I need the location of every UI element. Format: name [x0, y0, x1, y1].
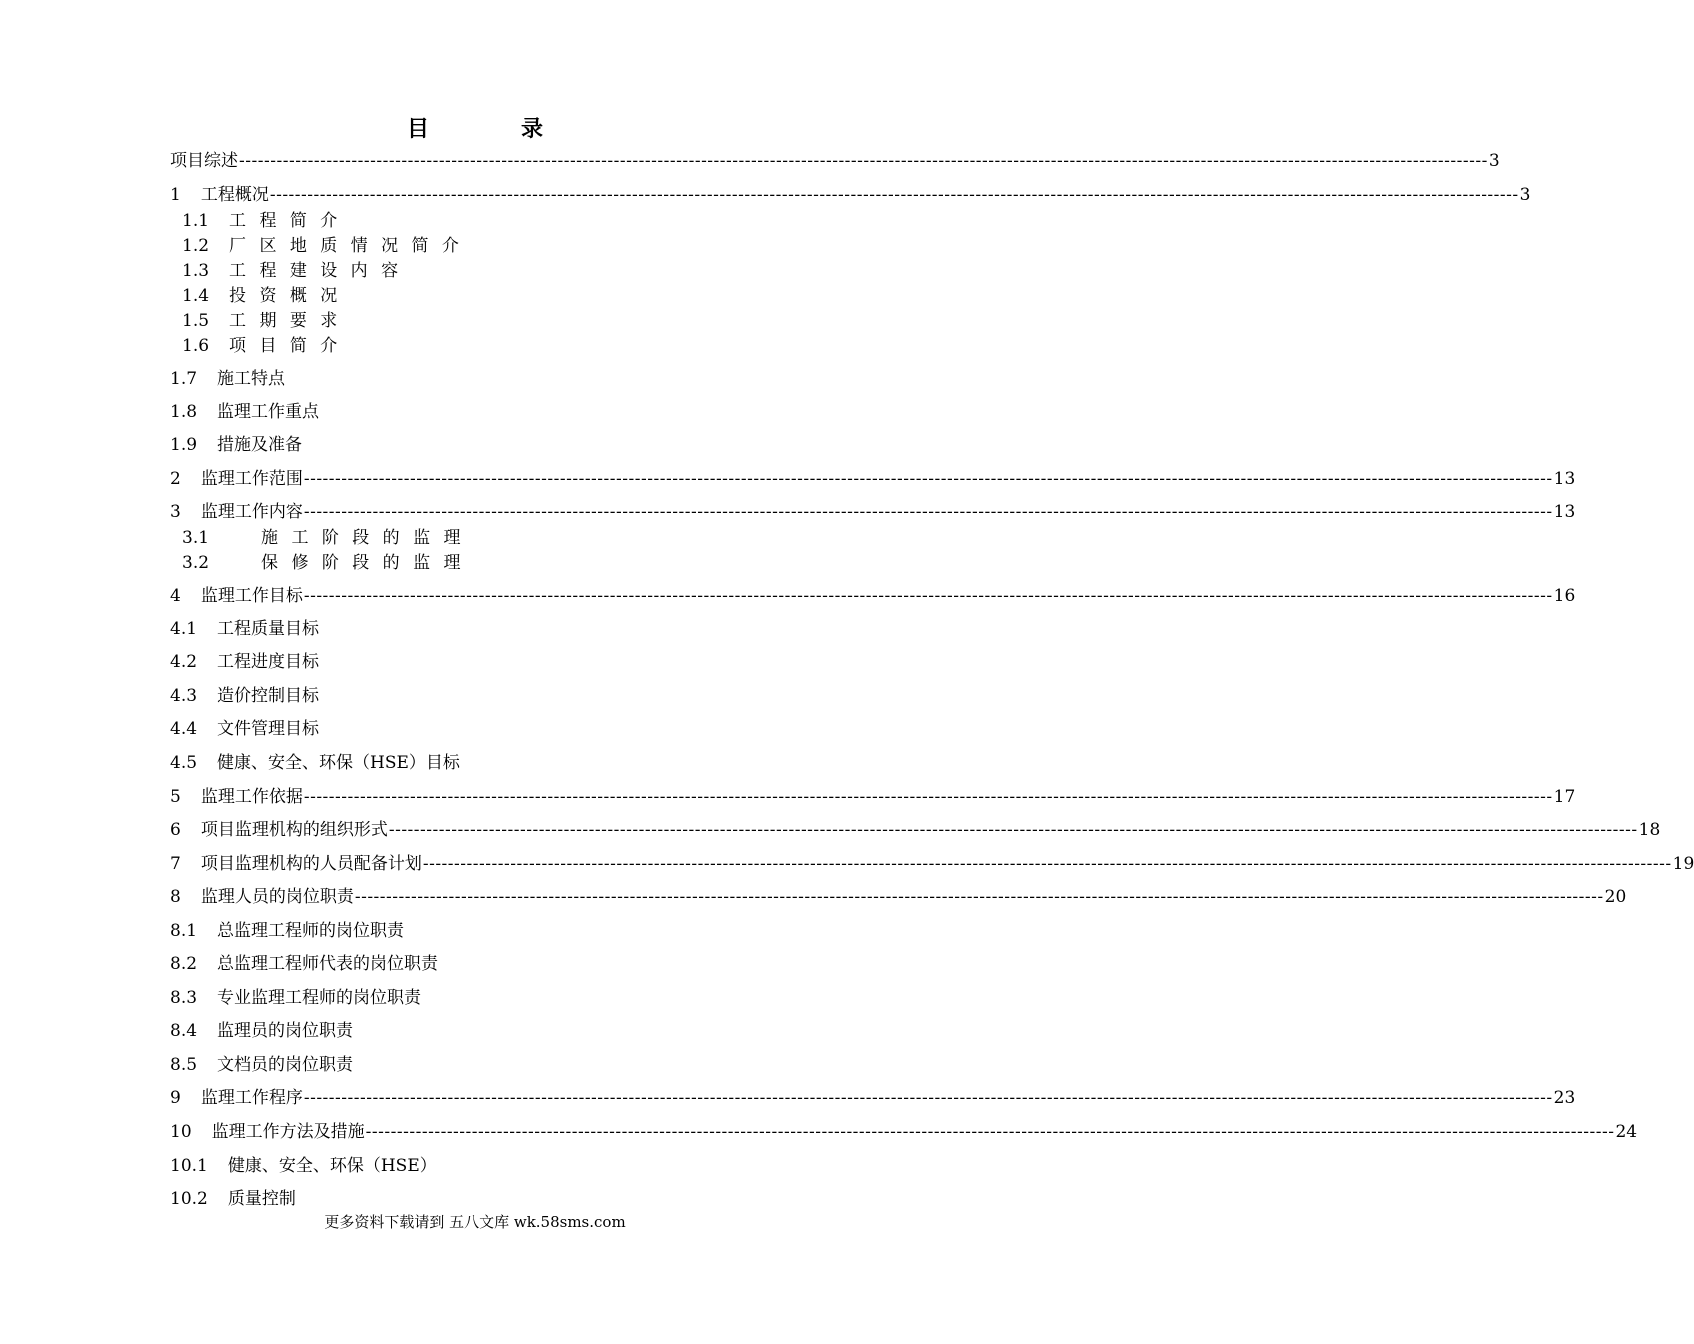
- toc-entry[interactable]: [182, 310, 812, 332]
- toc-entry-number: 4: [170, 586, 181, 606]
- page-title: [0, 112, 950, 143]
- toc-entry[interactable]: [170, 184, 1531, 206]
- toc-entry-number: 5: [170, 787, 181, 807]
- toc-entry-label: 文件管理目标: [217, 719, 320, 739]
- toc-entry[interactable]: [170, 401, 812, 423]
- toc-entry-number: 10.2: [170, 1189, 208, 1209]
- toc-entry-number: 1.6: [182, 336, 210, 356]
- toc-entry-number: 8.1: [170, 921, 198, 941]
- toc-page-number: 16: [1553, 586, 1576, 606]
- toc-entry-number: 8.2: [170, 954, 198, 974]
- toc-entry[interactable]: [170, 1054, 812, 1076]
- toc-entry-number: 4.1: [170, 619, 198, 639]
- toc-entry[interactable]: [182, 260, 812, 282]
- toc-entry[interactable]: [170, 1020, 812, 1042]
- toc-entry[interactable]: [170, 786, 1576, 808]
- toc-page-number: 23: [1553, 1088, 1576, 1108]
- toc-page-number: 19: [1672, 854, 1694, 874]
- toc-entry-number: 4.5: [170, 753, 198, 773]
- toc-page-number: 20: [1604, 887, 1627, 907]
- toc-entry-label: 保 修 阶 段 的 监 理: [261, 553, 461, 573]
- toc-page-number: 17: [1553, 787, 1576, 807]
- toc-entry-label: 项目监理机构的人员配备计划: [200, 854, 422, 874]
- toc-entry-number: 8.4: [170, 1021, 198, 1041]
- toc-entry[interactable]: [170, 1155, 812, 1177]
- toc-leader: --------------------------------------------------------------------------------------------------------------------------------------------------------------------------------------------------------: [354, 887, 1604, 907]
- toc-entry-number: 1.5: [182, 311, 210, 331]
- toc-entry-number: 1.7: [170, 369, 198, 389]
- toc-entry[interactable]: [170, 920, 812, 942]
- toc-leader: --------------------------------------------------------------------------------------------------------------------------------------------------------------------------------------------------------: [269, 185, 1519, 205]
- toc-entry-number: 1.3: [182, 261, 210, 281]
- toc-entry-number: 1.8: [170, 402, 198, 422]
- toc-leader: --------------------------------------------------------------------------------------------------------------------------------------------------------------------------------------------------------: [365, 1122, 1615, 1142]
- toc-entry-label: 监理工作目标: [200, 586, 303, 606]
- toc-entry[interactable]: [170, 987, 812, 1009]
- toc-entry-label: 工 期 要 求: [229, 311, 338, 331]
- toc-entry-label: 工 程 简 介: [229, 211, 338, 231]
- toc-entry-number: 9: [170, 1088, 181, 1108]
- toc-entry-number: 4.2: [170, 652, 198, 672]
- toc-leader: --------------------------------------------------------------------------------------------------------------------------------------------------------------------------------------------------------: [303, 469, 1553, 489]
- toc-page-number: 18: [1638, 820, 1661, 840]
- toc-entry[interactable]: [182, 235, 812, 257]
- toc-entry[interactable]: [182, 210, 812, 232]
- toc-entry-label: 工程进度目标: [217, 652, 320, 672]
- toc-entry-label: 监理工作程序: [200, 1088, 303, 1108]
- toc-leader: --------------------------------------------------------------------------------------------------------------------------------------------------------------------------------------------------------: [303, 586, 1553, 606]
- title-char-2: 录: [521, 116, 544, 142]
- toc-entry[interactable]: [170, 853, 1694, 875]
- toc-leader: --------------------------------------------------------------------------------------------------------------------------------------------------------------------------------------------------------: [303, 1088, 1553, 1108]
- toc-entry[interactable]: [182, 285, 812, 307]
- toc-entry-number: 8.5: [170, 1055, 198, 1075]
- toc-entry-number: 3: [170, 502, 181, 522]
- toc-entry-label: 监理员的岗位职责: [217, 1021, 354, 1041]
- toc-entry-label: 施工特点: [217, 369, 286, 389]
- toc-entry-label: 健康、安全、环保（HSE）: [227, 1156, 437, 1176]
- toc-entry-label: 工程概况: [200, 185, 269, 205]
- toc-entry[interactable]: [170, 953, 812, 975]
- toc-entry-label: 监理工作范围: [200, 469, 303, 489]
- toc-entry[interactable]: [170, 1087, 1576, 1109]
- toc-entry[interactable]: [170, 150, 1500, 172]
- toc-entry-label: 项目综述: [170, 151, 238, 171]
- toc-entry-number: 1: [170, 185, 181, 205]
- toc-leader: --------------------------------------------------------------------------------------------------------------------------------------------------------------------------------------------------------: [422, 854, 1672, 874]
- toc-entry-label: 总监理工程师的岗位职责: [217, 921, 405, 941]
- toc-entry-number: 8.3: [170, 988, 198, 1008]
- toc-entry-label: 监理工作重点: [217, 402, 320, 422]
- toc-entry-label: 总监理工程师代表的岗位职责: [217, 954, 439, 974]
- toc-entry-label: 质量控制: [227, 1189, 296, 1209]
- toc-entry-label: 措施及准备: [217, 435, 303, 455]
- toc-entry-label: 监理人员的岗位职责: [200, 887, 354, 907]
- toc-entry[interactable]: [170, 819, 1661, 841]
- toc-page-number: 24: [1615, 1122, 1638, 1142]
- toc-entry-label: 施 工 阶 段 的 监 理: [261, 528, 461, 548]
- toc-entry[interactable]: [170, 886, 1627, 908]
- toc-entry[interactable]: [170, 585, 1576, 607]
- toc-entry-label: 监理工作依据: [200, 787, 303, 807]
- toc-entry-number: 10.1: [170, 1156, 208, 1176]
- toc-entry-label: 项目监理机构的组织形式: [200, 820, 388, 840]
- toc-entry[interactable]: [182, 335, 812, 357]
- toc-page-number: 3: [1488, 151, 1500, 171]
- title-char-1: 目: [406, 116, 429, 142]
- toc-page-number: 13: [1553, 502, 1576, 522]
- toc-entry-number: 4.3: [170, 686, 198, 706]
- toc-entry-number: 7: [170, 854, 181, 874]
- toc-entry[interactable]: [170, 501, 1576, 523]
- toc-leader: --------------------------------------------------------------------------------------------------------------------------------------------------------------------------------------------------------: [303, 787, 1553, 807]
- toc-entry-number: 1.2: [182, 236, 210, 256]
- toc-entry-label: 厂 区 地 质 情 况 简 介: [229, 236, 459, 256]
- toc-leader: --------------------------------------------------------------------------------------------------------------------------------------------------------------------------------------------------------: [388, 820, 1638, 840]
- toc-entry-number: 2: [170, 469, 181, 489]
- toc-entry-number: 4.4: [170, 719, 198, 739]
- toc-entry-label: 监理工作方法及措施: [211, 1122, 365, 1142]
- toc-entry-label: 工 程 建 设 内 容: [229, 261, 399, 281]
- toc-entry[interactable]: [170, 651, 812, 673]
- toc-entry[interactable]: [170, 685, 812, 707]
- toc-entry-number: 10: [170, 1122, 192, 1142]
- toc-entry[interactable]: [170, 752, 812, 774]
- toc-entry-number: 3.2: [182, 553, 210, 573]
- toc-entry[interactable]: [182, 527, 812, 549]
- toc-entry-number: 8: [170, 887, 181, 907]
- toc-entry-label: 工程质量目标: [217, 619, 320, 639]
- footer-note: 更多资料下载请到 五八文库 wk.58sms.com: [324, 1213, 626, 1231]
- toc-entry-number: 1.9: [170, 435, 198, 455]
- toc-entry[interactable]: [170, 618, 812, 640]
- toc-entry-label: 专业监理工程师的岗位职责: [217, 988, 422, 1008]
- toc-entry[interactable]: [170, 718, 812, 740]
- toc-entry[interactable]: [170, 1121, 1638, 1143]
- toc-entry[interactable]: [170, 1188, 812, 1210]
- toc-entry-number: 3.1: [182, 528, 210, 548]
- toc-entry[interactable]: [170, 368, 812, 390]
- toc-entry-number: 1.1: [182, 211, 210, 231]
- toc-page-number: 3: [1519, 185, 1531, 205]
- toc-leader: --------------------------------------------------------------------------------------------------------------------------------------------------------------------------------------------------------: [239, 151, 1488, 171]
- toc-leader: --------------------------------------------------------------------------------------------------------------------------------------------------------------------------------------------------------: [303, 502, 1553, 522]
- toc-entry[interactable]: [182, 552, 812, 574]
- toc-entry-label: 投 资 概 况: [229, 286, 338, 306]
- toc-entry-number: 1.4: [182, 286, 210, 306]
- toc-entry-label: 项 目 简 介: [229, 336, 338, 356]
- toc-entry-label: 造价控制目标: [217, 686, 320, 706]
- toc-page-number: 13: [1553, 469, 1576, 489]
- toc-entry-label: 健康、安全、环保（HSE）目标: [217, 753, 460, 773]
- toc-entry-label: 文档员的岗位职责: [217, 1055, 354, 1075]
- toc-entry-number: 6: [170, 820, 181, 840]
- toc-entry[interactable]: [170, 468, 1576, 490]
- toc-entry-label: 监理工作内容: [200, 502, 303, 522]
- toc-entry[interactable]: [170, 434, 812, 456]
